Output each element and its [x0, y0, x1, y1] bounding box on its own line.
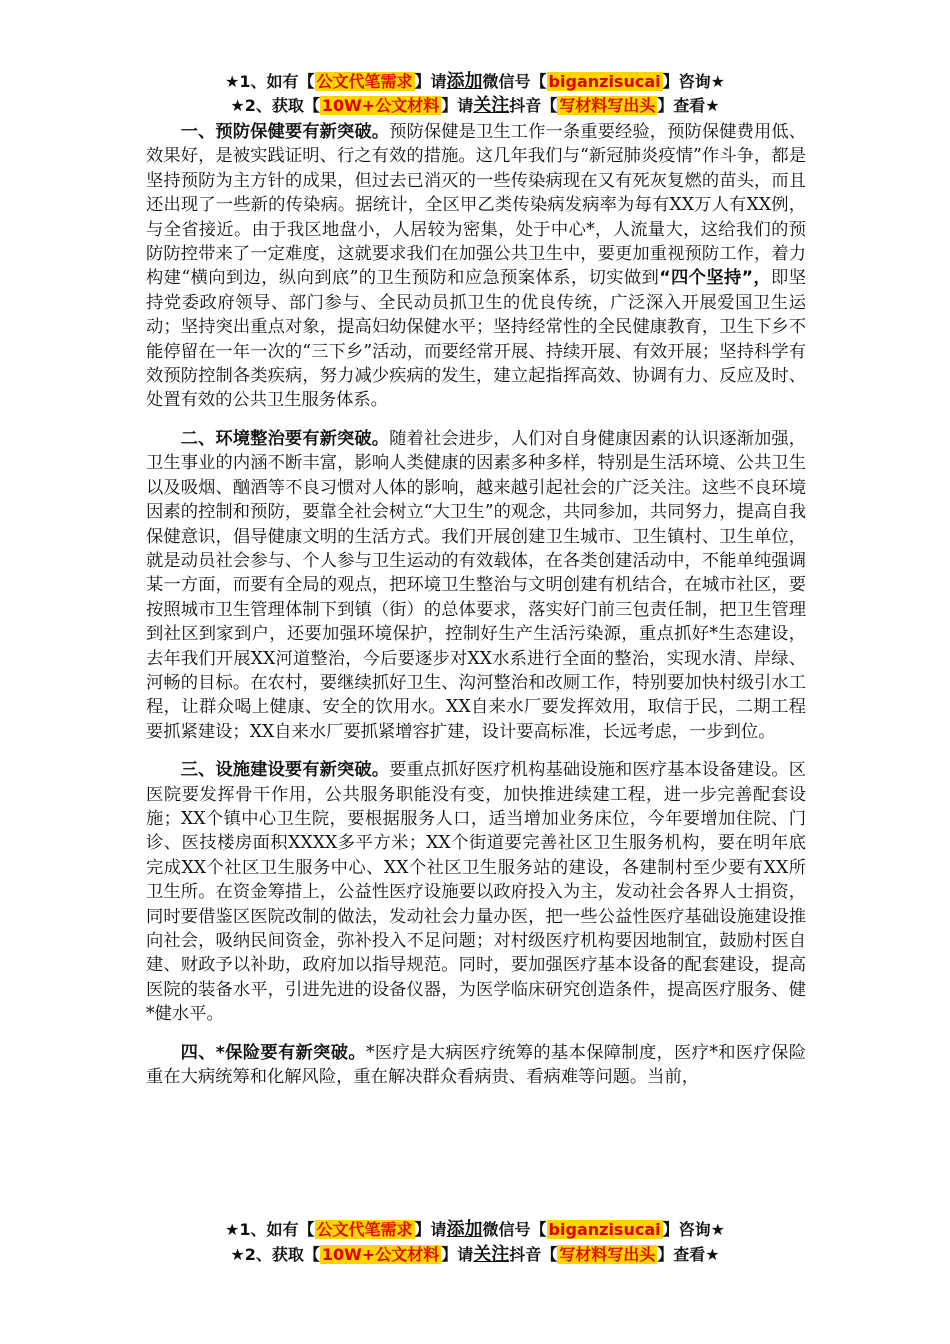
banner-emphasis: 关注 [473, 95, 510, 116]
banner-emphasis: 添加 [446, 71, 483, 92]
banner-highlight: 公文代笔需求 [316, 72, 413, 91]
promo-banner-line-2 [140, 94, 810, 118]
banner-text: 】请 [414, 72, 447, 91]
banner-suffix: 】查看★ [657, 1245, 720, 1264]
banner-text: 】请 [441, 1245, 474, 1264]
banner-suffix: 】咨询★ [662, 1220, 725, 1239]
banner-emphasis: 关注 [473, 1244, 510, 1265]
section-text: 随着社会进步，人们对自身健康因素的认识逐渐加强，卫生事业的内涵不断丰富，影响人类健康的因素多种多样，特别是生活环境、公共卫生以及吸烟、酗酒等不良习惯对人体的影响，越来越引起社会的广泛关注。这些不良环境因素的控制和预防，要靠全社会树立“大卫生”的观念，共同参加，共同努力，提高自我保健意识，倡导健康文明的生活方式。我们开展创建卫生城市、卫生镇村、卫生单位，就是动员社会参与、个人参与卫生运动的有效载体，在各类创建活动中，不能单纯强调某一方面，而要有全局的观点，把环境卫生整治与文明创建有机结合，在城市社区，要按照城市卫生管理体制下到镇（街）的总体要求，落实好门前三包责任制，把卫生管理到社区到家到户，还要加强环境保护，控制好生产生活污染源，重点抓好*生态建设，去年我们开展XX河道整治，今后要逐步对XX水系进行全面的整治，实现水清、岸绿、河畅的目标。在农村，要继续抓好卫生、沟河整治和改厕工作，特别要加快村级引水工程，让群众喝上健康、安全的饮用水。XX自来水厂要发挥效用，取信于民，二期工程要抓紧建设；XX自来水厂要抓紧增容扩建，设计要高标准，长远考虑，一步到位。 [146, 428, 806, 742]
banner-highlight: 公文代笔需求 [316, 1220, 413, 1239]
banner-text: 微信号【 [482, 1220, 547, 1239]
section-text: 即坚持党委政府领导、部门参与、全民动员抓卫生的优良传统，广泛深入开展爱国卫生运动；坚持突出重点对象，提高妇幼保健水平；坚持经常性的全民健康教育，卫生下乡不能停留在一年一次的“三下乡”活动，而要经常开展、持续开展、有效开展；坚持科学有效预防控制各类疾病，努力减少疾病的发生，建立起指挥高效、协调有力、反应及时、处置有效的公共卫生服务体系。 [146, 268, 806, 411]
banner-emphasis: 添加 [446, 1219, 483, 1240]
banner-text: 】请 [441, 96, 474, 115]
section-text: 要重点抓好医疗机构基础设施和医疗基本设备建设。区医院要发挥骨干作用，公共服务职能没有变，加快推进续建工程，进一步完善配套设施；XX个镇中心卫生院，要根据服务人口，适当增加业务床位，今年要增加住院、门诊、医技楼房面积XXXX多平方米；XX个街道要完善社区卫生服务机构，要在明年底完成XX个社区卫生服务中心、XX个社区卫生服务站的建设，各建制村至少要有XX所卫生所。在资金筹措上，公益性医疗设施要以政府投入为主，发动社会各界人士捐资，同时要借鉴区医院改制的做法，发动社会力量办医，把一些公益性医疗基础设施建设推向社会，吸纳民间资金，弥补投入不足问题；对村级医疗机构要因地制宜，鼓励村医自建、财政予以补助，政府加以指导规范。同时，要加强医疗基本设备的配套建设，提高医院的装备水平，引进先进的设备仪器，为医学临床研究创造条件，提高医疗服务、健*健水平。 [146, 760, 806, 1025]
section-paragraph [146, 758, 806, 1026]
banner-prefix: ★2、获取【 [230, 1245, 320, 1264]
banner-prefix: ★2、获取【 [230, 96, 320, 115]
banner-highlight: 10W+公文材料 [321, 96, 440, 115]
promo-banner-footer-line-1 [140, 1218, 810, 1242]
banner-suffix: 】查看★ [657, 96, 720, 115]
banner-prefix: ★1、如有【 [225, 72, 315, 91]
section-text: 预防保健是卫生工作一条重要经验，预防保健费用低、效果好，是被实践证明、行之有效的措施。这几年我们与“新冠肺炎疫情”作斗争，都是坚持预防为主方针的成果，但过去已消灭的一些传染病现在又有死灰复燃的苗头，而且还出现了一些新的传染病。据统计，全区甲乙类传染病发病率为每有XX万人有XX例，与全省接近。由于我区地盘小，人居较为密集，处于中心*，人流量大，这给我们的预防防控带来了一定难度，这就要求我们在加强公共卫生中，要更加重视预防工作，着力构建“横向到边，纵向到底”的卫生预防和应急预案体系，切实做到 [146, 122, 806, 289]
section-emphasis: “四个坚持”， [659, 268, 772, 289]
banner-text: 】请 [414, 1220, 447, 1239]
promo-banner-line-1 [140, 70, 810, 94]
banner-highlight: 10W+公文材料 [321, 1245, 440, 1264]
banner-suffix: 】咨询★ [662, 72, 725, 91]
section-heading: 三、设施建设要有新突破。 [180, 760, 390, 781]
banner-text: 抖音【 [509, 1245, 558, 1264]
banner-highlight: biganzisucai [548, 1220, 661, 1239]
banner-prefix: ★1、如有【 [225, 1220, 315, 1239]
section-heading: 一、预防保健要有新突破。 [180, 122, 390, 142]
document-body [146, 120, 806, 1103]
section-heading: 二、环境整治要有新突破。 [180, 428, 390, 449]
section-paragraph [146, 1041, 806, 1090]
banner-highlight: biganzisucai [548, 72, 661, 91]
banner-text: 微信号【 [482, 72, 547, 91]
promo-banner-footer-line-2 [140, 1243, 810, 1267]
banner-text: 抖音【 [509, 96, 558, 115]
section-text: *医疗是大病医疗统筹的基本保障制度，医疗*和医疗保险重在大病统筹和化解风险，重在解决群众看病贵、看病难等问题。当前， [146, 1042, 806, 1088]
banner-highlight: 写材料写出头 [559, 1245, 656, 1264]
section-heading: 四、*保险要有新突破。 [180, 1042, 366, 1063]
section-paragraph [146, 427, 806, 744]
section-paragraph [146, 120, 806, 413]
banner-highlight: 写材料写出头 [559, 96, 656, 115]
